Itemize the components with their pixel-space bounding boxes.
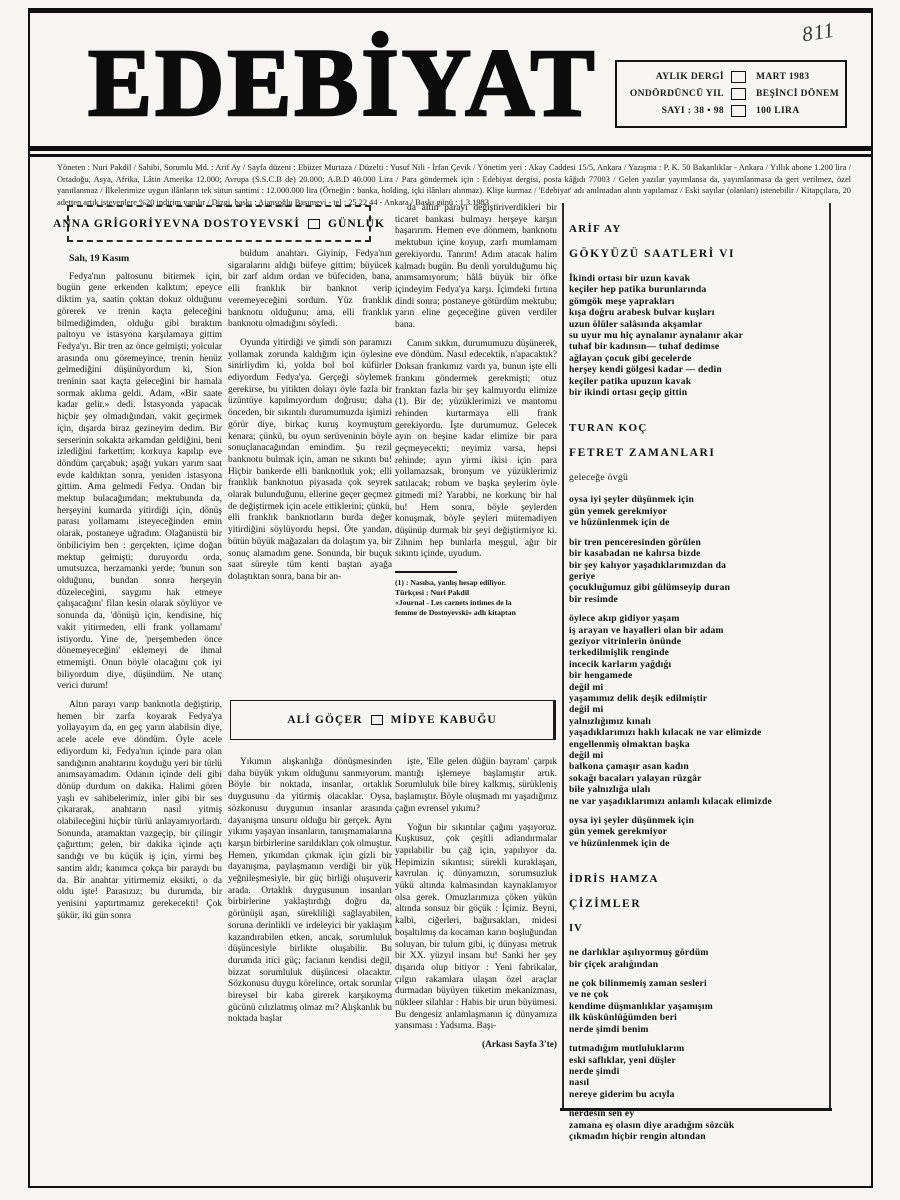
page-border-left: [28, 8, 30, 1188]
poem-line: ve hüzünlenmek için de: [569, 837, 670, 849]
poem-line: ağlayan çocuk gibi gecelerde: [569, 352, 692, 364]
info-row: [625, 88, 840, 100]
poem-line: tutmadığım mutluluklarım: [569, 1043, 685, 1055]
poem-stanzas: [569, 273, 825, 398]
poem-line: gün yemek gerekmiyor: [569, 505, 668, 517]
article1-header-box: [52, 205, 386, 242]
paragraph: Yıkımın alışkanlığa dönüşmesinden daha büyük yıkım olduğunu sanmıyorum. Böyle bir noktada, insanlar, ortaklık duygusunu da yitirmiş olacaklar. Oysa, sözkonusu duygunun insanlar arasında dayanışma unsuru olduğu bir gerçek. Aynı yıkımı yaşayan insanların, tanışmamalarına karşın birbirlerine sarıldıkları çok olmuştur. Hemen, yıkımdan çıkmak için gizli bir dayanışma, paylaşmanın verdiği bir yük yeğnileşmesiyle, bir güç birliği oluşuverir arada. Ortaklık duygusunun insanları birbirlerine yaklaştırdığı doğru da, görünüşü aşan, sürekliliği sağlayabilen, soruna derinlikli ve irdeleyici bir yaklaşım kazandırabilen etken, ancak, sorumluluk düşüncesiyle birlikte oluşabilir. Bu durumda itici güç; facianın kendisi değil, bizzat sorumluluk düşüncesi olacaktır. Sözkonusu duygu körelince, ortak sorunlar bireysel bir kaba girerek karşıkoyma gücünü cılızlatmış olmaz mı? Alışkanlık bu noktada başlar: [228, 757, 392, 1025]
poem-line: herşey kendi gölgesi kadar — dedin: [569, 364, 722, 376]
poem-numeral: IV: [569, 923, 583, 935]
poem-stanzas: [569, 494, 825, 849]
masthead-rule-thick: [30, 146, 872, 151]
poem-line: uzun ölüler salâsında akşamlar: [569, 318, 703, 330]
stanza: [569, 1043, 825, 1100]
issue-info-box: [615, 60, 847, 128]
poem-line: tuhaf bir kadınsın— tuhaf dedimse: [569, 341, 720, 353]
footnote-rule: [395, 571, 457, 573]
paragraph: Yoğun bir sıkıntılar çağını yaşıyoruz. Kuşkusuz, çok çeşitli adlandırmalar yapılabilir bu çağ için, yapılıyor da. Hepimizin sıkıntısı; sürekli kuraklaşan, kavrulan iç dünyamızın, sorumsuzluk yükü altında kalmasından kaynaklanıyor olsa gerek. Omuzlarımıza çöken yükün altında sonsuz bir göçük : İçimiz. Beyni, kalbi, ciğerleri, bağırsakları, midesi boşaltılmış da kocaman karın boşluğundan soluyan, bir tulum gibi, iç dünyası metruk bir XX. yüzyıl insanı bu! Sanki her şey dışarıda olup bitiyor : Yeni fabrikalar, çılgın rakamlara ulaşan özel araçlar durmadan büyüyen tüketim mekanizması, nükleer silahlar : Habis bir urun büyümesi. Bu dengesiz anlamlaşmanın iç dünyamıza yansıması : Yadsıma. Başı-: [395, 822, 557, 1032]
poem-line: terkedilmişlik renginde: [569, 647, 670, 659]
poem-line: çocukluğumuz gibi gülümseyip duran: [569, 582, 731, 594]
footnote-line: femme de Dostoyevski» adlı kitaptan: [395, 608, 516, 618]
article1-dateline: Salı, 19 Kasım: [69, 253, 130, 264]
info-value: 100 LIRA: [756, 106, 800, 116]
poem-line: geriye: [569, 570, 596, 582]
article2-column-2-paragraphs: [395, 757, 557, 1033]
article2-author: ALİ GÖÇER: [287, 714, 363, 726]
poem-line: gömgök meşe yaprakları: [569, 295, 675, 307]
poem-line: bir resimde: [569, 593, 619, 605]
page-content: [52, 203, 873, 1190]
poem-fetret-zamanlari: [569, 422, 825, 849]
poem-line: zamana eş olasın diye aradığım sözcük: [569, 1119, 735, 1131]
masthead-rule-thin: [30, 154, 872, 157]
footnote-line: Türkçesi : Nuri Pakdil: [395, 588, 470, 598]
poem-author: TURAN KOÇ: [569, 422, 648, 435]
poem-line: öylece akıp gidiyor yaşam: [569, 613, 680, 625]
poem-line: su uyur mu hiç aynalanır aynalanır akar: [569, 330, 744, 342]
poem-line: nerde şimdi: [569, 1065, 620, 1077]
poem-line: iş arayan ve hayalleri olan bir adam: [569, 624, 724, 636]
poem-line: oysa iyi şeyler düşünmek için: [569, 815, 695, 827]
poem-line: gün yemek gerekmiyor: [569, 826, 668, 838]
paragraph: Fedya'nın paltosunu bitirmek için, bugün gene erkenden kalktım; epeyce diktim ya, saatin çoktan dokuz olduğunu görerek ve trenin kaçta geleceğini bilmediğimden, olduğu gibi bıraktım paltoyu ve istasyona karşılamaya gittim Fedya'yı. Bir tren az önce gelmişti; yolcular arasında onu göremeyince, trenin henüz gelmediğini düşünüyordum ki, Sion treninin saat kaçta geleceğini bir hamala sormak aklıma geldi. Adam, «Bir saate kadar gelir.» dedi. İstasyonda yapacak hiçbir şey olmadığından, vakit geçirmek için, dışarda biraz gezineyim dedim. Bir serserinin sokakta arkamdan geldiğini, beni izlediğini farkettim; korkuya kapılıp eve döndüm çarçabuk; aşağı yukarı yarım saat evde kaldıktan sonra, yeniden istasyona gittim. Ama gelmedi Fedya. Ondan bir mektup bulacağımdan; mektubunda da, herşeyini kumarda yitirdiği için, dönüş parası yollamamı isteyeceğinden emin olarak, postaneye uğradım. Olağanüstü bir önbiliciyim ben : gerçekten, içime doğan mektup gelmişti; duruyordu orda, umutsuzca, herzamanki yerde; 'bunun son olduğunu, bundan sonra herşeyin düzeleceğini, saygımı hak etmeye çalışacağını' filan kesin olarak söylüyor ve sonunda da, 'dönüşü için, kendisine, hiç vakit yitirmeden, elli frank yollamamı' istiyordu. Yine de, 'perşembeden önce dönemeyeceğini' eklemeyi de ihmal etmemişti. Onun böyle olacağını çok iyi biliyordum diye, düşündüm. Ne utanç verici durum!: [57, 271, 222, 692]
poem-line: nerdesin sen ey: [569, 1108, 635, 1120]
paragraph: Oyunda yitirdiği ve şimdi son paramızı yollamak zorunda kaldığım için öylesine sinirliydim ki, yolda bol bol küfürler ediyordum Fedya'ya. Gerçeği söylemek gerekirse, bu yitikten dolayı öyle fazla bir üzüntüye kapılmıyordum doğrusu; daha önceden, bir sıkıntılı durumumuzda işimizi görür diye, birkaç kuruş koymuştum kenara; çünkü, bu oyun serüveninin böyle sonuçlanacağından emindim. Şu rezil banknotu bulmak için, aman ne sıkıntı bu! Hiçbir bankerde elli banknotluk yok; elli franklık banknotun piyasada çok seyrek olarak bulunduğunu, ellerine geçer geçmez de değiştirmek için acele ettiklerini; çünkü, elli franklık banknotların burda değer yitirdiğini söylüyordu hepsi. Öte yandan, bütün büyük mağazaları da dolaştım ya, bir sonuç alamadım gene. Sonunda, bir buçuk saat süreyle tüm kenti baştan ayağa dolaştıktan sonra, bana bir an-: [228, 337, 392, 582]
info-label: ONDÖRDÜNCÜ YIL: [629, 89, 724, 99]
poem-line: bir tren penceresinden görülen: [569, 536, 702, 548]
poem-line: değil mi: [569, 750, 604, 761]
paragraph: işte, 'Elle gelen düğün bayram' çarpık mantığı işlemeye başlamıştır artık. Sorumluluk bile birey kalkmış, sürükleniş başlamıştır. Böyle oluşmadı mı yaşadığınız çağın evrensel yıkımı?: [395, 757, 557, 814]
info-label: AYLIK DERGİ: [655, 72, 724, 82]
imprint-text: Yöneten : Nuri Pakdil / Sahibi, Sorumlu Md. : Arif Ay / Sayfa düzeni : Ebüzer Murtaza / Düzelti : Yusuf Nili - İrfan Çevik / Yönetim yeri : Akay Caddesi 15/5, Ankara / Yazışma : P. K. 50 Bakanlıklar - Ankara / Yıllık abone 1.200 lira / Ortadoğu, Asya, Afrika, Lâtin Amerika 12.000; Avrupa (S.S.C.B de) 20.000; A.B.D 40.000 Lira / Para göndermek için : Edebiyat dergisi, posta kâğıdı 77003 / Gelen yazılar yayımlansa da, yayımlanmasa da geri verilmez, özel yanıtlanmaz / İlkelerimize uygun ilânların tek sütun santimi : 12.000.000 lira (Örneğin : banka, holding, içki ilânları alınmaz). Klişe kurmaz / 'Edebiyat' adı anılmadan alıntı yapılamaz / Eski sayılar (olanları) istenebilir / Kitapçılara, 20 adetten artık isteyenlere %20 indirim yapılır / Dizgi, baskı : Ajansoğlu Basımevi - tel : 25 22 44 - Ankara / Baskı günü : 1.3.1983: [57, 163, 851, 207]
stanza: [569, 947, 825, 970]
poem-line: ilk küskünlüğümden beri: [569, 1012, 678, 1024]
poem-line: geziyor vitrinlerin önünde: [569, 635, 682, 647]
poem-stanzas: [569, 947, 825, 1142]
poem-title: GÖKYÜZÜ SAATLERİ VI: [569, 248, 736, 260]
paragraph: Altın parayı varıp banknotla değiştirip, hemen bir zarfa koyarak Fedya'ya yollayayım da, en geç yarın alabilsin diye, acele acele eve döndüm. Öyle acele ediyordum ki, Fedya'nın içinde para olan sandığının anahtarını koyduğu yeri bir türlü anımsayamadım. Odanın içinde deli gibi dönüp durdum on dakika. Halimi gören yaşlı ev sahibelerimiz, inler gibi bir ses çıkararak, anahtarın nasıl yitmiş olabileceğini hiçbir türlü anlayamıyorlardı. Sonunda, aramaktan vazgeçip, bir çilingir çağırttım; gelen, bir dakika içinde açtı sandığı ve bu küçük iş için, yirmi beş santim aldı; kanımca çokça bir paraydı bu da. Bir anahtar yitirmemiz eksikti, o da oldu işte! Parasızız; bu durumda, bir yenisini yaptırtmamız gerekecekti! Çok şükür, iki gün sonra: [57, 700, 222, 921]
info-row: [625, 71, 837, 83]
stanza: [569, 613, 825, 807]
poem-line: bir ikindi ortası geçip gittin: [569, 387, 688, 399]
handwritten-page-number: 811: [800, 17, 837, 47]
checkbox-icon: [731, 71, 746, 83]
poem-line: bir şey kalıyor yaşadıklarımızdan da: [569, 559, 727, 571]
poem-line: ne darlıklar aşılıyormuş gördüm: [569, 947, 709, 959]
poem-line: yalnızlığımız kınalı: [569, 715, 652, 727]
poem-line: kışa doğru arabesk bulvar kuşları: [569, 307, 715, 319]
poem-line: incecik karların yağdığı: [569, 658, 672, 670]
poem-line: ve hüzünlenmek için de: [569, 517, 670, 529]
checkbox-icon: [731, 88, 746, 100]
poem-line: nasıl: [569, 1077, 590, 1089]
article1-column-2: [228, 249, 392, 690]
poem-line: balkona çamaşır asan kadın: [569, 761, 689, 773]
article2-header-box: [230, 700, 556, 740]
masthead-title: EDEBİYAT: [88, 29, 598, 136]
paragraph: da altın parayı değiştiriverdikleri bir ticaret bankası bulmayı herşeye karşın başarırım. Hemen eve dönmem, banknotu mektubun içine koyup, zarfı mumlamam gerekiyordu. Tanrım! Adım atacak halim kalmadı bugün. Bu denli yorulduğumu hiç anımsamıyorum; hâlâ büyük bir öfke içindeyim Fedya'ya karşı. İçimdeki fırtına dindi sonra; postaneye götürdüm mektubu; yarın eline geçeceğine güven verdiler bana.: [395, 203, 557, 331]
article2-title: MİDYE KABUĞU: [390, 714, 497, 726]
page-border-top: [28, 8, 873, 13]
poem-cizimler: [569, 873, 825, 1142]
stanza: [569, 537, 825, 605]
checkbox-icon: [731, 105, 746, 117]
footnote-line: (1) : Nasılsa, yanlış hesap ediliyor.: [395, 578, 506, 588]
poem-line: nerde şimdi benim: [569, 1023, 649, 1035]
paragraph: buldum anahtarı. Giyinip, Fedya'nın sigaralarını aldığı büfeye gittim; büyücek bir zarf aldım ordan ve büfeciden, bana, elli franklık bir banknot verip veremeyeceğini sordum. Yüz franklık banknotu olduğunu; ama, elli franklık banknotu olmadığını söyledi.: [228, 249, 392, 330]
poem-author: ARİF AY: [569, 223, 622, 235]
article1-column-3: [395, 203, 557, 618]
info-row: [625, 105, 837, 117]
article1-title: GÜNLÜK: [327, 217, 386, 230]
poem-line: engellenmiş olmaktan başka: [569, 738, 690, 750]
info-value: BEŞİNCİ DÖNEM: [756, 89, 840, 99]
continuation-note: (Arkası Sayfa 3'te): [482, 1040, 557, 1051]
poem-line: ve ne çok: [569, 989, 609, 1001]
poem-line: bir hengamede: [569, 670, 633, 682]
poem-line: değil mi: [569, 704, 604, 716]
stanza: [569, 494, 825, 528]
stanza: [569, 978, 825, 1035]
poem-author: İDRİS HAMZA: [569, 873, 659, 886]
poem-line: eski saflıklar, yeni düşler: [569, 1054, 676, 1066]
article2-column-2: [395, 757, 557, 1052]
article1-author: ANNA GRİGORİYEVNA DOSTOYEVSKİ: [52, 217, 300, 230]
poem-line: bile yalnızlığa ulalı: [569, 784, 651, 796]
square-separator-icon: [308, 219, 320, 229]
poem-line: ne çok bilinmemiş zaman sesleri: [569, 978, 707, 990]
poem-line: değil mi: [569, 681, 604, 693]
poem-line: çıkmadın hiçbir rengin altından: [569, 1130, 706, 1142]
info-value: MART 1983: [756, 72, 810, 82]
poem-line: ne var yaşadıklarımızı anlamlı kılacak elimizde: [569, 795, 772, 807]
poem-line: yaşamımız delik deşik edilmiştir: [569, 692, 708, 704]
poem-line: keçiler hep patika burunlarında: [569, 284, 707, 296]
footnote-lines: [395, 578, 557, 618]
column-divider-right: [829, 203, 831, 1109]
poem-line: bir kasabadan ne kalırsa bizde: [569, 548, 701, 560]
column-divider-left: [562, 203, 564, 1109]
poem-title: ÇİZİMLER: [569, 898, 642, 911]
poem-title: FETRET ZAMANLARI: [569, 447, 716, 460]
poem-line: oysa iyi şeyler düşünmek için: [569, 494, 695, 506]
square-separator-icon: [371, 715, 383, 725]
poem-line: bir çiçek aralığından: [569, 958, 659, 970]
poem-gokyuzu-saatleri: [569, 223, 825, 398]
poem-line: İkindi ortası bir uzun kavak: [569, 273, 691, 284]
poem-line: sokağı bacaları yalayan rüzgâr: [569, 772, 702, 784]
info-label: SAYI : 38 • 98: [661, 106, 724, 116]
article2-column-1-paragraphs: [228, 757, 392, 1026]
article1-column-1: [57, 253, 222, 929]
poem-line: yaşadıklarımızı haklı kılacak ne var elimizde: [569, 727, 762, 739]
article1-column-2-paragraphs: [228, 249, 392, 584]
stanza: [569, 273, 825, 398]
poem-line: nereye giderim bu acıyla: [569, 1088, 675, 1100]
stanza: [569, 815, 825, 849]
poem-line: keçiler patika upuzun kavak: [569, 375, 692, 387]
poems-column: [569, 223, 825, 1166]
article1-column-3-paragraphs: [395, 203, 557, 561]
poem-line: kendime düşmanlıklar yaşamışım: [569, 1000, 713, 1012]
paragraph: Canım sıkkın, durumumuzu düşünerek, eve döndüm. Nasıl edecektik, n'apacaktık? Doksan frankımız vardı ya, bunun işte elli frankını göndermek gerekmişti; otuz franktan fazla bir şey kalmıyordu elimize (1). Bir de; yüzüklerimizi ve mantomu rehinden kurtarmaya elli frank gerekiyordu. İşte durumumuz. Gelecek ayın on beşine kadar elimize bir para geçmeyecekti; neyimiz varsa, hepsi rehinde; ayın yirmi ikisi için para yollamazsak, bronşum ve yüzüklerimiz satılacak; robum ve başka şeylerim öyle gitmedi mi? Yarabbi, ne korkunç bir hal bu! Hem sonra, böyle şeylerden konuşmak, böyle şeyleri mütemadiyen düşünüp durmak bir şeyi değiştirmiyor ki. Zihnim hep bunlarla meşgul, ağır bir sıkıntı içinde, uyudum.: [395, 338, 557, 560]
article1-column-1-paragraphs: [57, 272, 222, 923]
footnote-line: «Journal - Les carnets intimes de la: [395, 598, 512, 608]
article2-column-1: [228, 757, 392, 1033]
article1-footnote: [395, 571, 557, 618]
stanza: [569, 1108, 825, 1142]
poem-subtitle: geleceğe övgü: [569, 472, 629, 484]
